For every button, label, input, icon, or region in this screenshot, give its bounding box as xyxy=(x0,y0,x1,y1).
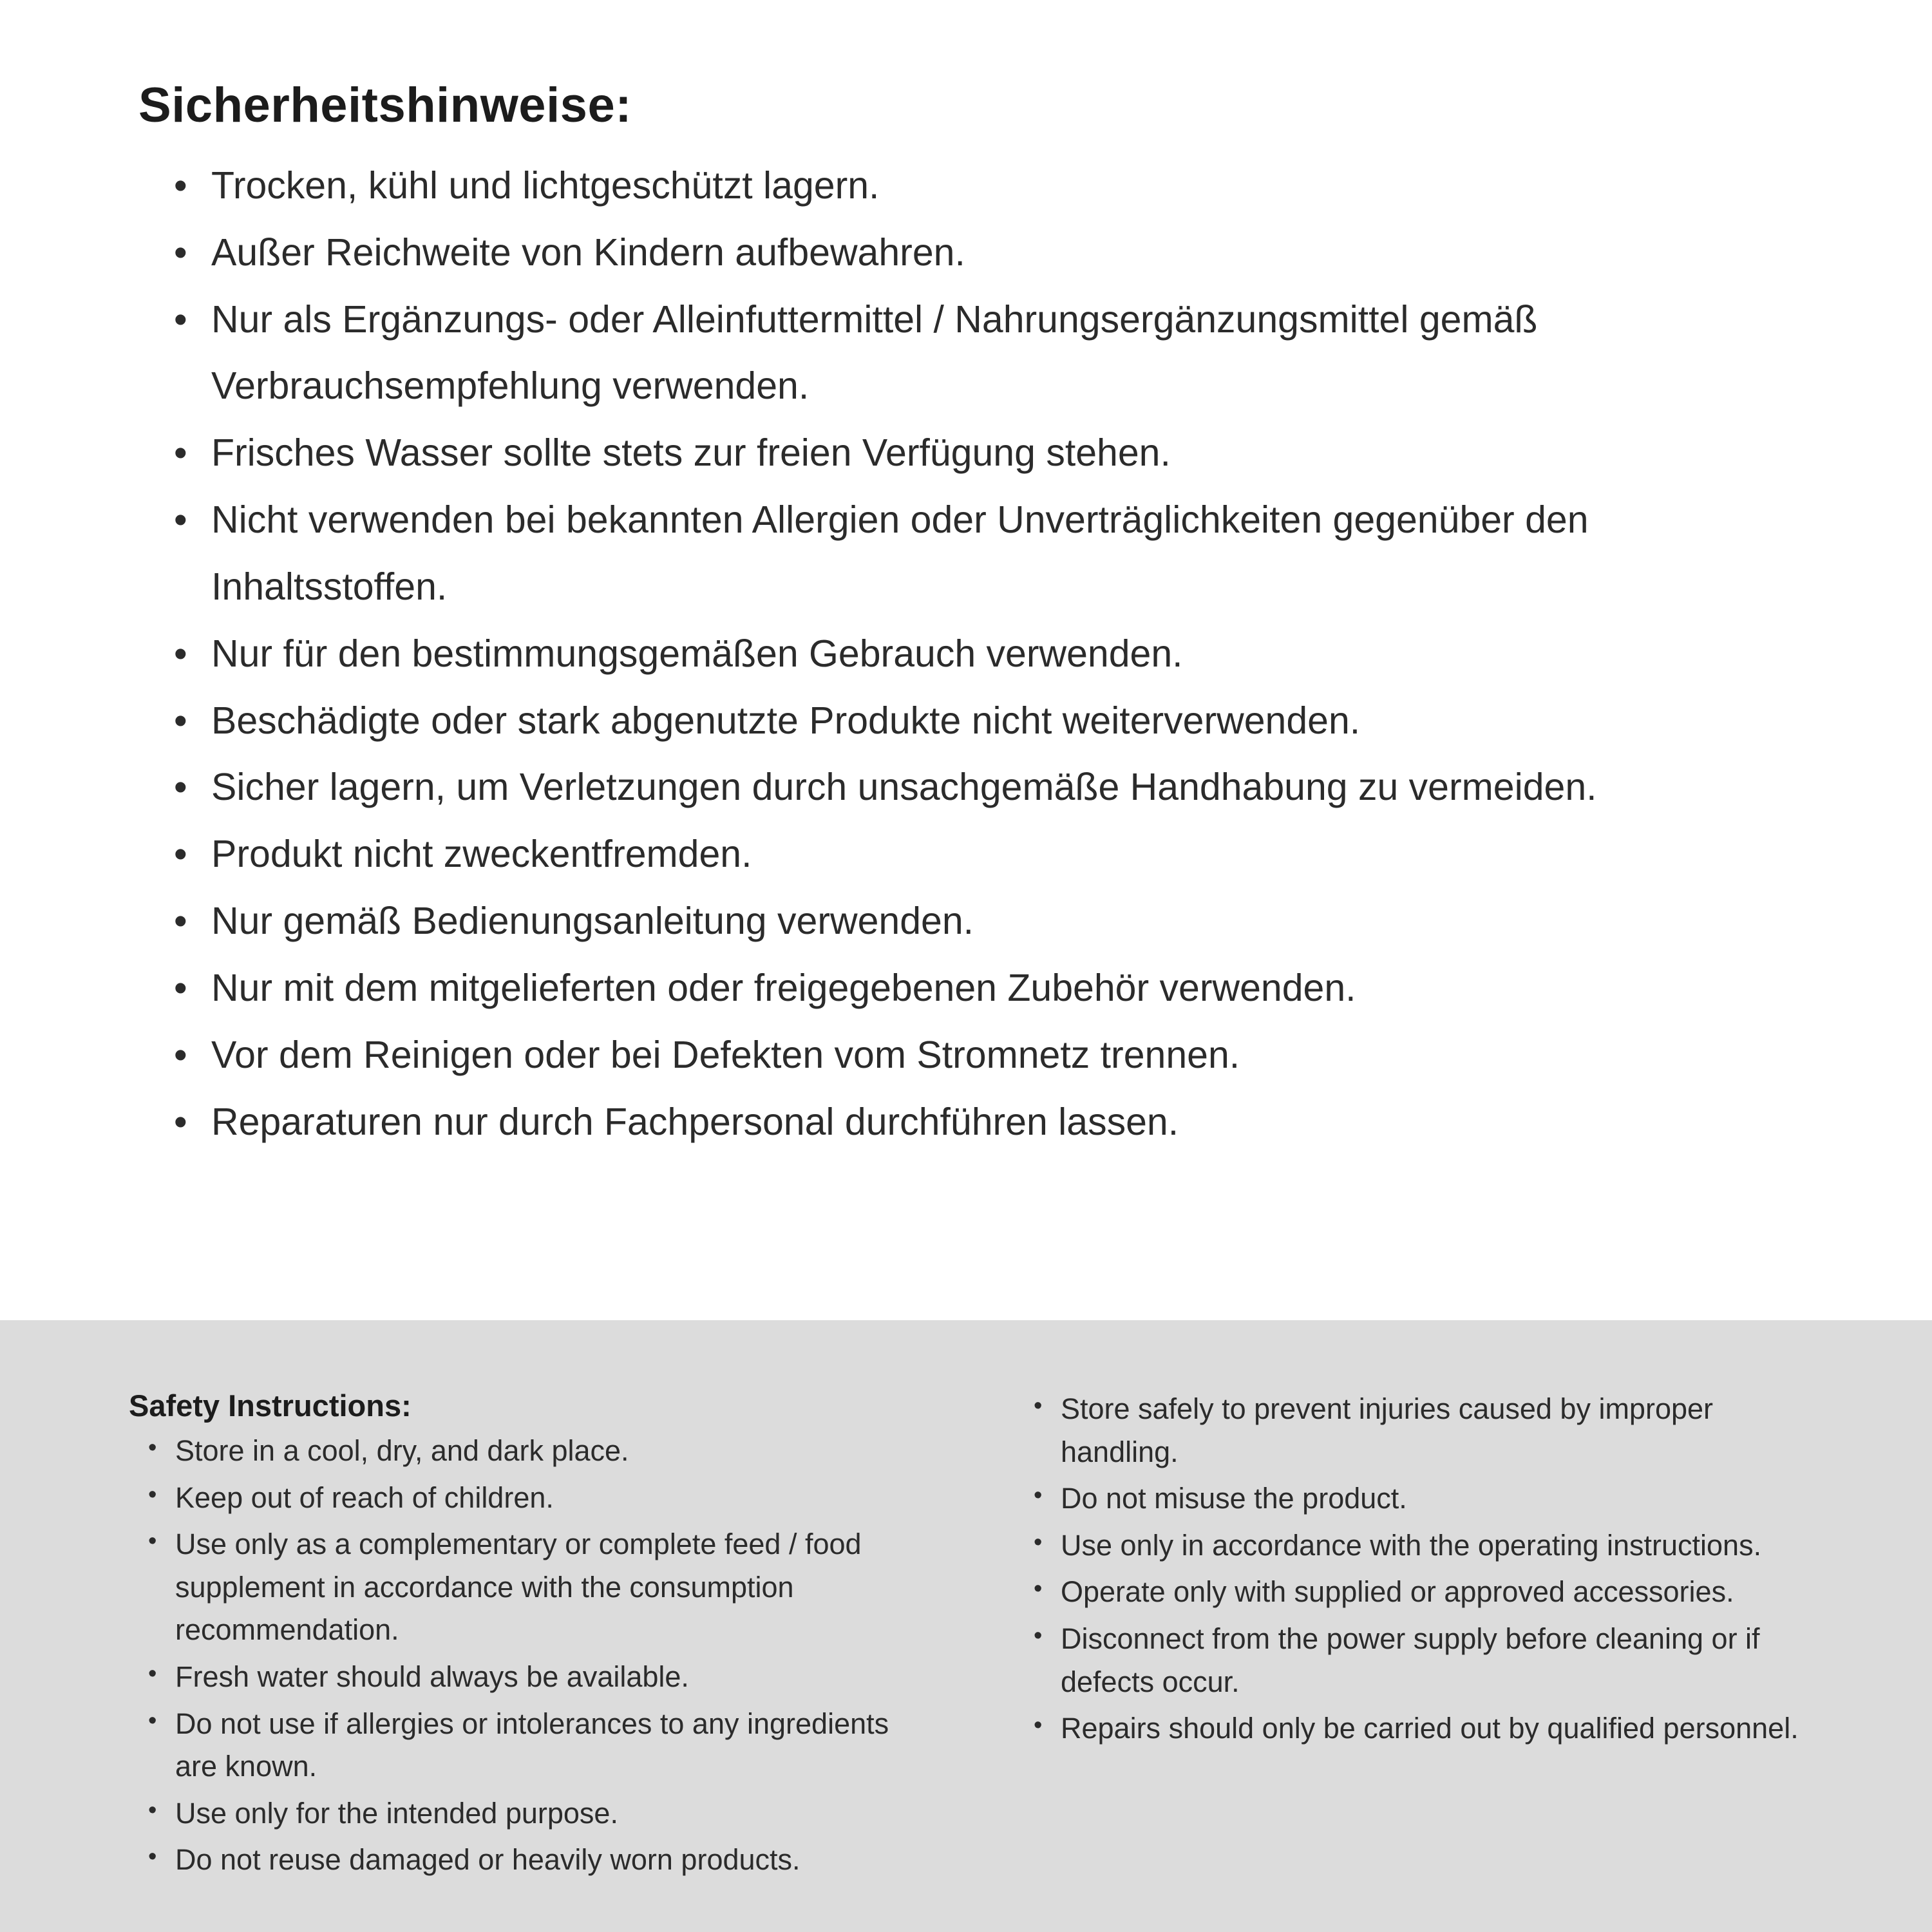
list-item: • Use only in accordance with the operating instructions. xyxy=(1034,1524,1829,1567)
list-item: • Außer Reichweite von Kindern aufbewahren. xyxy=(174,220,1784,287)
english-column-right xyxy=(1034,1388,1829,1932)
german-heading: Sicherheitshinweise: xyxy=(138,78,632,133)
list-item: • Sicher lagern, um Verletzungen durch unsachgemäße Handhabung zu vermeiden. xyxy=(174,754,1784,821)
list-item: • Store safely to prevent injuries caused by improper handling. xyxy=(1034,1388,1829,1473)
list-item: • Nur mit dem mitgelieferten oder freigegebenen Zubehör verwenden. xyxy=(174,955,1784,1022)
list-item: • Do not use if allergies or intolerances to any ingredients are known. xyxy=(148,1703,924,1788)
list-item: • Repairs should only be carried out by qualified personnel. xyxy=(1034,1707,1829,1750)
list-item: • Vor dem Reinigen oder bei Defekten vom Stromnetz trennen. xyxy=(174,1022,1784,1089)
english-safety-list-right xyxy=(1034,1388,1829,1750)
list-item: • Reparaturen nur durch Fachpersonal durchführen lassen. xyxy=(174,1089,1784,1156)
german-safety-list xyxy=(138,153,1784,1155)
list-item: • Fresh water should always be available. xyxy=(148,1656,924,1699)
english-column-left xyxy=(129,1388,924,1932)
list-item: • Operate only with supplied or approved accessories. xyxy=(1034,1571,1829,1614)
list-item: • Trocken, kühl und lichtgeschützt lagern. xyxy=(174,153,1784,220)
english-safety-list-left xyxy=(129,1430,924,1882)
list-item: • Beschädigte oder stark abgenutzte Produkte nicht weiterverwenden. xyxy=(174,688,1784,755)
list-item: • Disconnect from the power supply before cleaning or if defects occur. xyxy=(1034,1618,1829,1703)
list-item: • Nur für den bestimmungsgemäßen Gebrauch verwenden. xyxy=(174,621,1784,688)
list-item: • Do not misuse the product. xyxy=(1034,1477,1829,1520)
list-item: • Nicht verwenden bei bekannten Allergien oder Unverträglichkeiten gegenüber den Inhaltsstoffen. xyxy=(174,487,1784,621)
list-item: • Nur als Ergänzungs- oder Alleinfuttermittel / Nahrungsergänzungsmittel gemäß Verbrauchsempfehlung verwenden. xyxy=(174,287,1784,421)
list-item: • Do not reuse damaged or heavily worn products. xyxy=(148,1839,924,1882)
english-safety-section xyxy=(0,1320,1932,1932)
list-item: • Store in a cool, dry, and dark place. xyxy=(148,1430,924,1473)
list-item: • Produkt nicht zweckentfremden. xyxy=(174,821,1784,888)
list-item: • Use only as a complementary or complete feed / food supplement in accordance with the consumption recommendation. xyxy=(148,1523,924,1652)
list-item: • Nur gemäß Bedienungsanleitung verwenden. xyxy=(174,888,1784,955)
list-item: • Use only for the intended purpose. xyxy=(148,1792,924,1835)
list-item: • Keep out of reach of children. xyxy=(148,1477,924,1520)
list-item: • Frisches Wasser sollte stets zur freien Verfügung stehen. xyxy=(174,420,1784,487)
english-heading: Safety Instructions: xyxy=(129,1388,412,1423)
